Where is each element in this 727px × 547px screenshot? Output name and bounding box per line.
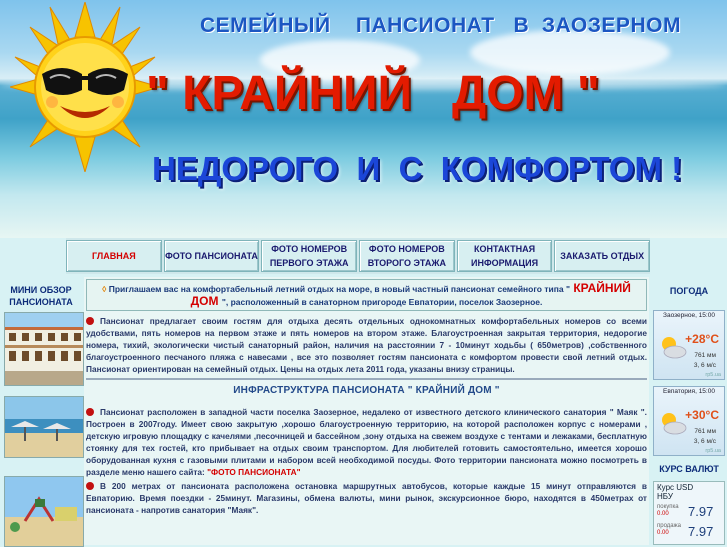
pension-name: КРАЙНИЙ ДОМ xyxy=(190,281,631,308)
nav-photo-pension[interactable]: ФОТО ПАНСИОНАТА xyxy=(164,240,260,272)
transport-text: В 200 метрах от пансионата расположена остановка маршрутных автобусов, которые каждые 15 минут отправляются в Евпаторию. Время поездки - 25минут. Магазины, обмена валюты, мини рынок, экскурсионное бюро, находятся в 450метрах от пансионата - напротив санатория "Маяк". xyxy=(86,481,647,515)
pension-photo-thumbnail[interactable] xyxy=(4,312,84,386)
weather-source: rp5.ua xyxy=(705,448,721,454)
nav-contacts[interactable]: КОНТАКТНАЯ ИНФОРМАЦИЯ xyxy=(457,240,553,272)
weather-temp: +28°C xyxy=(685,332,719,346)
weather-city: Заозерное, 15:00 xyxy=(663,312,715,319)
beach-photo-thumbnail[interactable] xyxy=(4,396,84,458)
banner-subtitle: СЕМЕЙНЫЙ ПАНСИОНАТ В ЗАОЗЕРНОМ xyxy=(200,14,681,37)
weather-pressure: 761 мм xyxy=(694,352,716,359)
buy-value: 7.97 xyxy=(688,504,714,519)
divider xyxy=(86,378,647,380)
nav-photo-second-floor[interactable]: ФОТО НОМЕРОВ ВТОРОГО ЭТАЖА xyxy=(359,240,455,272)
banner-slogan: НЕДОРОГО И С КОМФОРТОМ ! xyxy=(152,150,683,187)
left-sidebar xyxy=(0,276,82,545)
weather-wind: 3, 6 м/с xyxy=(693,438,716,445)
sell-change: 0.00 xyxy=(657,530,669,536)
description-paragraph xyxy=(86,315,647,375)
main-nav xyxy=(66,238,650,274)
buy-change: 0.00 xyxy=(657,511,669,517)
currency-title: Курс USD НБУ xyxy=(657,483,694,501)
buy-label: покупка xyxy=(657,504,679,510)
sun-cloud-icon xyxy=(657,333,687,363)
currency-heading: КУРС ВАЛЮТ xyxy=(659,464,719,474)
intro-block xyxy=(86,279,647,311)
red-bullet-icon xyxy=(86,317,94,325)
header-banner xyxy=(0,0,727,238)
sell-label: продажа xyxy=(657,523,681,529)
weather-city: Евпатория, 15:00 xyxy=(663,388,715,395)
transport-paragraph xyxy=(86,480,647,516)
weather-pressure: 761 мм xyxy=(694,428,716,435)
red-bullet-icon xyxy=(86,482,94,490)
weather-widget-evpatoria[interactable] xyxy=(653,386,725,456)
weather-wind: 3, 6 м/с xyxy=(693,362,716,369)
banner-title: " КРАЙНИЙ ДОМ " xyxy=(146,67,600,120)
playground-photo-thumbnail[interactable] xyxy=(4,476,84,547)
weather-heading: ПОГОДА xyxy=(669,286,709,296)
weather-temp: +30°C xyxy=(685,408,719,422)
currency-widget[interactable] xyxy=(653,481,725,545)
weather-widget-zaozernoe[interactable] xyxy=(653,310,725,380)
right-sidebar xyxy=(651,276,727,545)
intro-text: Приглашаем вас на комфортабельный летний отдых на море, в новый частный пансионат семейного типа " xyxy=(108,284,570,294)
infrastructure-heading: ИНФРАСТРУКТУРА ПАНСИОНАТА " КРАЙНИЙ ДОМ " xyxy=(233,385,500,396)
nav-photo-first-floor[interactable]: ФОТО НОМЕРОВ ПЕРВОГО ЭТАЖА xyxy=(261,240,357,272)
red-bullet-icon xyxy=(86,408,94,416)
intro-text-end: ", расположенный в санаторном пригороде Евпатории, поселок Заозерное. xyxy=(221,297,543,307)
sun-mascot-logo xyxy=(10,2,160,172)
nav-book[interactable]: ЗАКАЗАТЬ ОТДЫХ xyxy=(554,240,650,272)
photo-pension-link[interactable]: "ФОТО ПАНСИОНАТА" xyxy=(207,467,301,477)
weather-source: rp5.ua xyxy=(705,372,721,378)
description-text: Пансионат предлагает своим гостям для отдыха десять отдельных однокомнатных комфортабельных номеров со всеми удобствами, пять номеров на первом этаже и пять номеров на втором этаже. Благоустроенная закрытая территория, недорогие номера, тихий, экологически чистый санаторный район, наличия на расстоянии 7 - 10минут ходьбы ( 650метров) ,собственного благоустроенного песчаного пляжа с навесами , все это позволяет гостям пансионата с комфортом провести свой летний отдых. Пансионат ориентирован на семейный отдых. Цены на отдых лета 2011 года, указаны внизу страницы. xyxy=(86,316,647,374)
diamond-icon: ◊ xyxy=(102,284,109,294)
mini-review-title: МИНИ ОБЗОР ПАНСИОНАТА xyxy=(9,285,73,307)
infrastructure-paragraph xyxy=(86,406,647,478)
sell-value: 7.97 xyxy=(688,524,714,539)
sun-cloud-icon xyxy=(657,409,687,439)
infrastructure-text: Пансионат расположен в западной части поселка Заозерное, недалеко от известного детского клинического санатория " Маяк ". Построен в 2007году. Имеет свою закрытую ,хорошо благоустроенную территорию, на которой расположен корпус с номерами , детскую игровую площадку с качелями ,песочницей и бассейном ,зону отдыха на свежем воздухе с тентами и лежаками, бесплатную стоянку для тех гостей, кто прибывает на отдых своим транспортом. Для любителей готовить самостоятельно, имеется хорошо оборудованная кухня с газовыми плитами и набором всей необходимой посуды. Фото территории пансионата можно посмотреть в разделе меню нашего сайта: xyxy=(86,407,647,477)
main-content xyxy=(84,277,649,545)
nav-home[interactable]: ГЛАВНАЯ xyxy=(66,240,162,272)
